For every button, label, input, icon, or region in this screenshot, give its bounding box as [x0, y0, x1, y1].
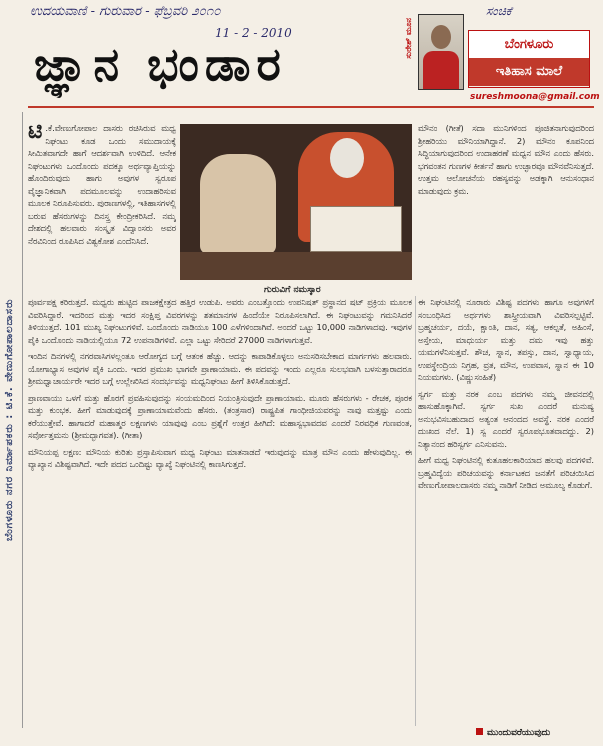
continued-marker	[476, 728, 550, 738]
article-photo	[180, 124, 412, 280]
right-paragraph: ಸ್ವರ್ಗ ಮತ್ತು ನರಕ ಎಂಬ ಪದಗಳು ನಮ್ಮ ಜೀವನದಲ್ಲಿ ಹಾಸುಹೊಕ್ಕಾಗಿವೆ. ಸ್ವರ್ಗ ಸುಖ ಎಂದರೆ ಮನುಷ್ಯ ಅನುಭವಿಸಬಹುದಾದ ಅತ್ಯಂತ ಆನಂದದ ಅವಸ್ಥೆ. ನರಕ ಎಂದರೆ ದುಃಖದ ನೆಲೆ. 1) ಸ್ವ ಎಂದರೆ ಸ್ವರೂಪಭೂತವಾದದ್ದು. 2) ನಿತ್ಯಾನಂದ ಹರಿಸ್ವರ್ಗ ಎನಿಸುವನು.	[418, 388, 594, 449]
right-top-text: ಮೌನಂ (ಗೀತೆ) ಸದಾ ಮುನಿಗಳಿಂದ ಪೂಜಿತನಾಗುವುದರಿಂದ ಶ್ರೀಹರಿಯು ಮೌನಿಯಾಗಿದ್ದಾನೆ. 2) ಮೌನಂ ಕೂಪನಿಂದ ಸಿದ್ಧಿಯಾಗುವುದರಿಂದ ಉದಾಹರಣೆ ಮಧ್ವನ ಮೌನ ಎಂದು ಹೆಸರು. ಭಗವಂತನ ಗುಣಗಳ ಕೀರ್ತನೆ ಹಾಗು ಉಚ್ಛಾರವೂ ಮೌನವೆನಿಸುತ್ತದೆ. ಉತ್ತಮ ಆಲೋಚನೆಯ ರಹಸ್ಯವನ್ನು ಅಡಕ್ಕಾಗಿ ಆನುಸಂಧಾನ ಮಾಡುವುದು ಕ್ರಮ.	[418, 123, 594, 196]
handwritten-date: 11 - 2 - 2010	[215, 26, 292, 40]
continued-square-icon	[476, 728, 483, 735]
main-column	[28, 296, 412, 726]
photo-bowing-figure	[200, 154, 276, 254]
right-main-column	[418, 296, 594, 726]
header-divider	[28, 106, 594, 108]
author-email: sureshmoona@gmail.com	[470, 92, 600, 102]
portrait-head-shape	[431, 25, 451, 49]
portrait-shirt-shape	[423, 51, 459, 89]
masthead-title: ಜ್ಞಾನ ಭಂಡಾರ	[34, 37, 287, 91]
main-paragraph: ಪ್ರಾಣವಾಯು ಒಳಗೆ ಮತ್ತು ಹೊರಗೆ ಪ್ರವಹಿಸುವುದನ್ನು ಸಂಯಮದಿಂದ ನಿಯಂತ್ರಿಸುವುದೇ ಪ್ರಾಣಾಯಾಮ. ಮೂರು ಹೆಸರುಗಳು - ರೇಚಕ, ಪೂರಕ ಮತ್ತು ಕುಂಭಕ. ಹೀಗೆ ಮಾಡುವುದಕ್ಕೆ ಪ್ರಾಣಾಯಾಮವೆಂದು ಹೆಸರು. (ತಂತ್ರಸಾರ) ರಾಷ್ಟ್ರಪಿತ ಗಾಂಧೀಜಿಯವರನ್ನು ನಾವು ಮತ್ತಷ್ಟು ಎಂದು ಕರೆಯುತ್ತೇವೆ. ಹಾಗಾದರೆ ಮಹಾತ್ಮರ ಲಕ್ಷಣಗಳು ಯಾವುವು ಎಂಬ ಪ್ರಶ್ನೆಗೆ ಉತ್ತರ ಹೀಗಿದೆ: ಮಹಾಸ್ವಭಾವದವ ಎಂದರೆ ನಿರವಧಿಕ ಗುಣವಂತ, ಸರ್ವೋತ್ತಮನು (ಶ್ರೀಮದ್ಭಾಗವತ). (ಗೀತಾ)	[28, 392, 412, 440]
main-paragraph: ಪೂರ್ವಪಕ್ಷ ಕರಿರುತ್ತದೆ. ಮಧ್ವರು ಹುಟ್ಟಿದ ಪಾಜಕಕ್ಷೇತ್ರದ ಹತ್ತಿರ ಉಡುಪಿ. ಅವರು ಎಂಬತ್ತೊಂದು ಉಪನಿಷತ್ ಪ್ರಸ್ಥಾನದ ಷಟ್ ಪ್ರಕ್ರಿಯ ಮೂಲಕ ವಿವರಿಸಿದ್ದಾರೆ. ಇದರಿಂದ ಮತ್ತು ಇದರ ಸಂಕ್ಷಿಪ್ತ ವಿವರಗಳನ್ನು ಶತಮಾನಗಳ ಹಿಂದೆಯೇ ನಿರೂಪಿಸಲಾಗಿದೆ. ಈ ನಿಘಂಟುವನ್ನು ಗಮನಿಸಿದರೆ ತಿಳಿಯುತ್ತದೆ. 101 ಮುಖ್ಯ ನಿಘಂಟುಗಳಿವೆ. ಒಂದೊಂದು ನಾಡಿಯೂ 100 ಎಳೆಗಳಿಂದಾಗಿವೆ. ಅಂದರೆ ಒಟ್ಟು 10,000 ನಾಡಿಗಳಾದವು. ಇವುಗಳ ಪೈಕಿ ಒಂದೊಂದು ನಾಡಿಯಲ್ಲಿಯೂ 72 ಉಪನಾಡಿಗಳಿವೆ. ಎಲ್ಲಾ ಒಟ್ಟು ಸೇರಿದರೆ 27000 ನಾಡಿಗಳಾಗುತ್ತವೆ.	[28, 297, 412, 345]
handwritten-note: ಉದಯವಾಣಿ - ಗುರುವಾರ - ಫೆಬ್ರವರಿ ೨೦೧೦	[30, 4, 221, 19]
dropcap: ಟಿ	[28, 122, 43, 144]
handwritten-right-note: ಸಂಚಿಕೆ	[486, 4, 512, 18]
continued-label: ಮುಂದುವರೆಯುವುದು	[487, 728, 551, 738]
author-portrait	[418, 14, 464, 90]
main-paragraph: ಇಂದಿನ ದಿನಗಳಲ್ಲಿ ನಗರವಾಸಿಗಳಲ್ಲಂತೂ ಆರೋಗ್ಯದ ಬಗ್ಗೆ ಆತಂಕ ಹೆಚ್ಚು. ಆದನ್ನು ಕಾಪಾಡಿಕೊಳ್ಳಲು ಅನುಸರಿಸಬೇಕಾದ ಮಾರ್ಗಗಳು ಹಲವಾರು. ಯೋಗಾಭ್ಯಾಸ ಅವುಗಳ ಪೈಕಿ ಒಂದು. ಇದರ ಪ್ರಮುಖ ಭಾಗವೇ ಪ್ರಾಣಾಯಾಮ. ಈ ಪದವನ್ನು ಇಂದು ಎಲ್ಲರೂ ಸುಲಭವಾಗಿ ಬಳಸುತ್ತಾರಾದರೂ ಶ್ರೀಮಧ್ವಾಚಾರ್ಯರೇ ಇದರ ಬಗ್ಗೆ ಉಲ್ಲೇಖಿಸಿದ ಸಂದರ್ಭವನ್ನು ಮಧ್ವನಿಘಂಟು ಹೀಗೆ ತಿಳಿಸಿಕೊಡುತ್ತದೆ.	[28, 351, 412, 386]
column-title: ಬೆಂಗಳೂರು	[469, 31, 589, 58]
column-divider	[415, 296, 416, 726]
left-intro-text: .ಕೆ.ವೇಣುಗೋಪಾಲ ದಾಸರು ರಚಿಸಿರುವ ಮಧ್ವ ನಿಘಂಟು ಕೂಡ ಒಂದು ಸಮುದಾಯಕ್ಕೆ ಸೀಮಿತವಾಗದೇ ಹಾಗೆ ಆದರ್ಶವಾಗಿ ಉಳಿದಿದೆ. ಆನೇಕ ನಿಘಂಟುಗಳು ಒಂದೊಂದು ಪದಕ್ಕೂ ಅರ್ಥವ್ಯಾಪ್ತಿಯನ್ನು ಹೊಂದಿರುವುದು ಹಾಗು ಅವುಗಳ ಸ್ವರೂಪ ವೈಜ್ಞಾನಿಕವಾಗಿ ಪದಮೂಲವನ್ನು ಉದಾಹರಿಸುವ ಮೂಲಕ ನಿರೂಪಿಸುವರು. ಪುರಾಣಗಳಲ್ಲಿ, ಇತಿಹಾಸಗಳಲ್ಲಿ ಬರುವ ಹೆಸರುಗಳನ್ನು ದಿನಸ್ತ್ರ ಕೇಂದ್ರೀಕರಿಸಿದೆ. ನಮ್ಮ ದೇಶದಲ್ಲಿ ಹಲವಾರು ಸಂಸ್ಕೃತ ವಿದ್ವಾಂಸರು ಅವರ ನೆರವಿನಿಂದ ರೂಪಿಸಿದ ವಿಶ್ವಕೋಶ ಎಂದೆನಿಸಿದೆ.	[28, 123, 176, 246]
column-subtitle: ಇತಿಹಾಸ ಮಾಲೆ	[469, 58, 589, 86]
left-intro-column	[28, 122, 176, 292]
photo-book	[310, 206, 402, 252]
sidebar-divider	[22, 112, 23, 728]
right-top-column	[418, 122, 594, 292]
photo-guru-beard	[330, 138, 364, 178]
photo-floor	[180, 252, 412, 280]
right-paragraph: ಹೀಗೆ ಮಧ್ವ ನಿಘಂಟಿನಲ್ಲಿ ಕುತೂಹಲಕಾರಿಯಾದ ಹಲವು ಪದಗಳಿವೆ. ಬ್ರಹ್ಮವಿದ್ಯೆಯ ಪರಿಚಯವನ್ನು ಕರ್ನಾಟಕದ ಜನತೆಗೆ ಪರಿಚಯಿಸಿದ ವೇಣುಗೋಪಾಲದಾಸರು ನಮ್ಮ ನಾಡಿಗೆ ನೀಡಿದ ಅಮೂಲ್ಯ ಕೊಡುಗೆ.	[418, 455, 594, 490]
photo-caption: ಗುರುವಿಗೆ ನಮಸ್ಕಾರ	[264, 285, 321, 295]
main-paragraph: ಮೌನಿಯಪ್ಪ ಲಕ್ಷಣ: ಮೌನಿಯ ಕುರಿತು ಪ್ರಸ್ತಾಪಿಸುವಾಗ ಮಧ್ವ ನಿಘಂಟು ಮಾತನಾಡದೆ ಇರುವುದನ್ನು ಮಾತ್ರ ಮೌನ ಎಂದು ಹೇಳುವುದಿಲ್ಲ. ಈ ವ್ಯಾಖ್ಯಾನ ವಿಶಿಷ್ಟವಾಗಿದೆ. ಇದೇ ಪದದ ಒಂದಿಷ್ಟು ವ್ಯಾಖ್ಯೆ ನಿಘಂಟಿನಲ್ಲಿ ಕಾಣಸಿಗುತ್ತದೆ.	[28, 446, 412, 469]
column-banner	[468, 30, 590, 88]
author-vertical-name: ಸುರೇಶ್ ಮೂನ	[404, 18, 413, 59]
right-paragraph: ಈ ನಿಘಂಟಿನಲ್ಲಿ ನೂರಾರು ವಿಶಿಷ್ಟ ಪದಗಳು ಹಾಗೂ ಅವುಗಳಿಗೆ ಸಂಬಂಧಿಸಿದ ಅರ್ಥಗಳು ಶಾಸ್ತ್ರೀಯವಾಗಿ ವಿವರಿಸಲ್ಪಟ್ಟಿವೆ. ಬ್ರಹ್ಮಚರ್ಯ, ದಯೆ, ಕ್ಷಾಂತಿ, ದಾನ, ಸತ್ಯ, ಆಕಲ್ಪತೆ, ಅಹಿಂಸೆ, ಅಸ್ತೇಯ, ಮಾಧುರ್ಯ ಮತ್ತು ದಮ ಇವು ಹತ್ತು ಯಮಗಳೆನಿಸುತ್ತವೆ. ಶೌಚ, ಸ್ನಾನ, ತಪಸ್ಸು, ದಾನ, ಸ್ವಾಧ್ಯಾಯ, ಉಪಸ್ಥೇಂದ್ರಿಯ ನಿಗ್ರಹ, ವ್ರತ, ಮೌನ, ಉಪವಾಸ, ಸ್ನಾನ ಈ 10 ನಿಯಮಗಳು. (ವಿಷ್ಣುಸಂಹಿತೆ)	[418, 297, 594, 382]
sidebar-vertical-title: ಬೆಂಗಳೂರು ನಗರ ನಿರ್ಮಾಪಕರು : ಟಿ.ಕೆ. ವೇಣುಗೋಪಾಲದಾಸರು	[4, 298, 15, 542]
